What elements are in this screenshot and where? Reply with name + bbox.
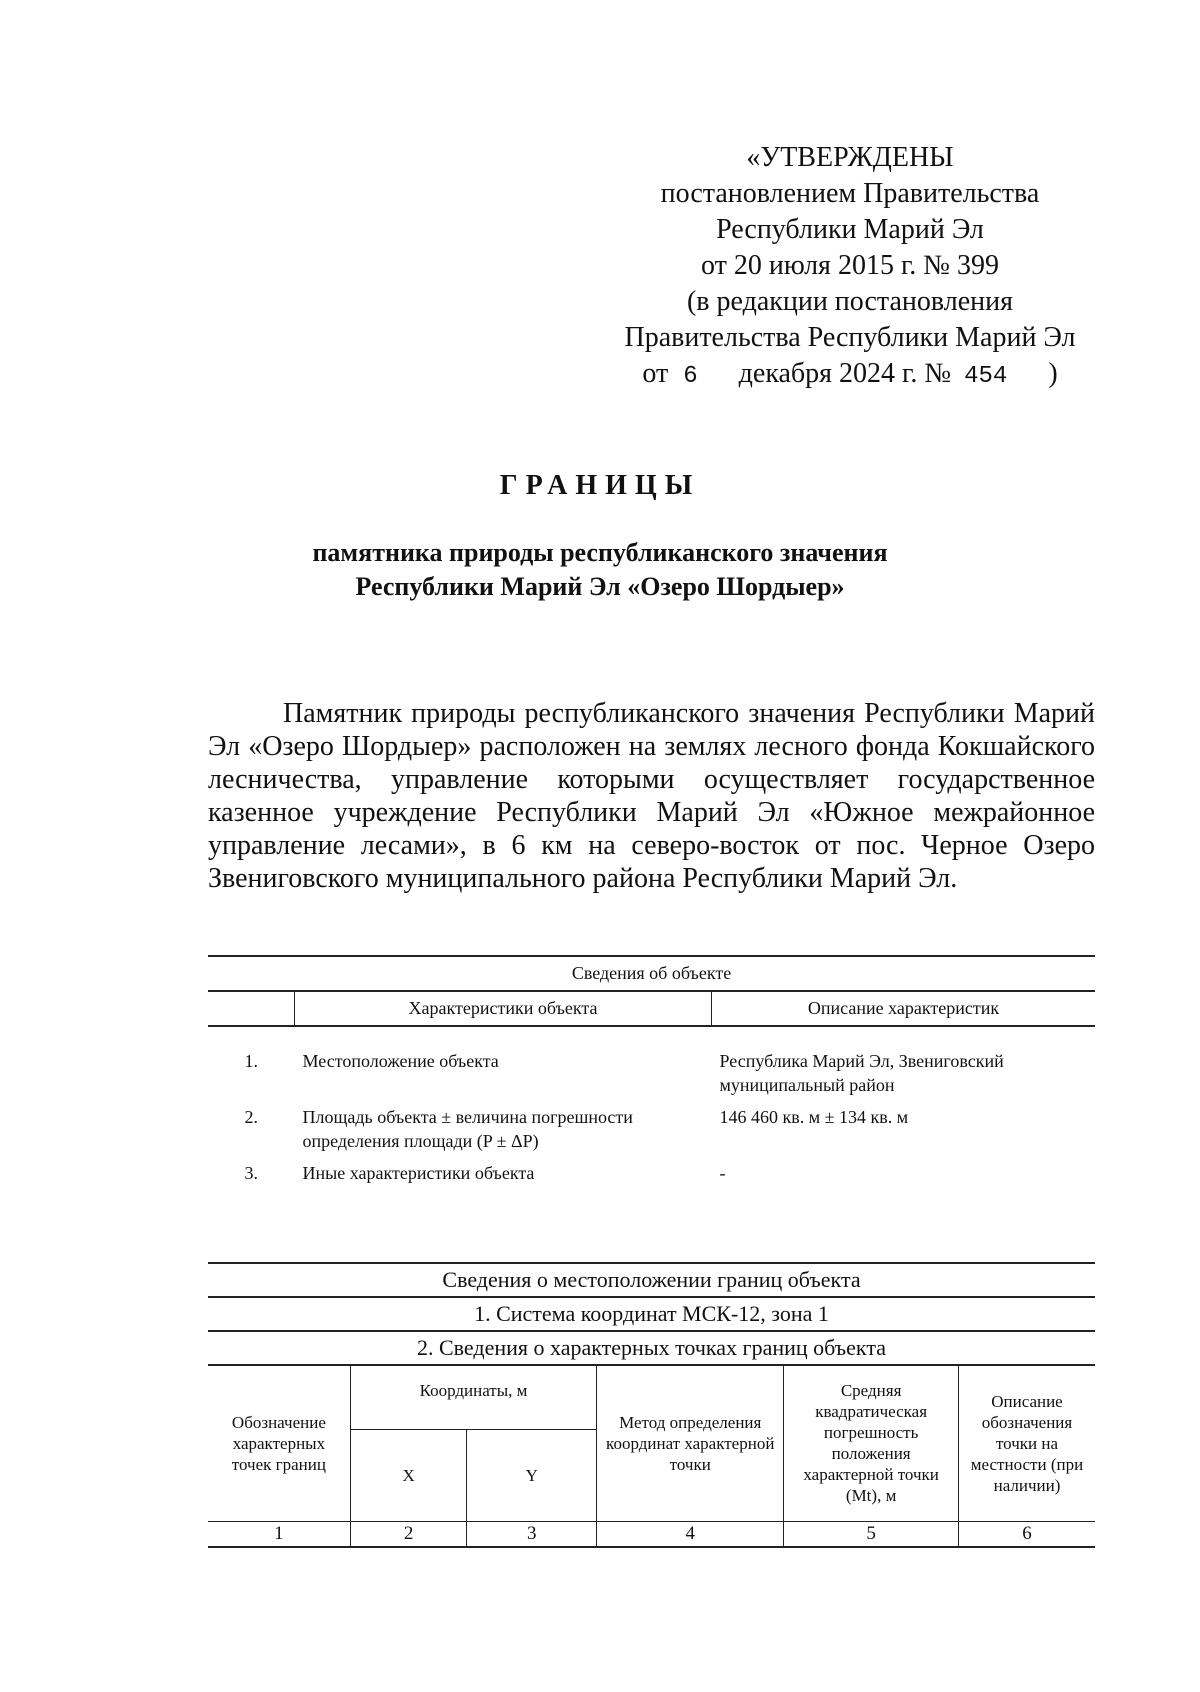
boundary-table-caption: Сведения о местоположении границ объекта xyxy=(208,1263,1095,1297)
row-name: Площадь объекта ± величина погрешности определения площади (P ± ΔP) xyxy=(302,1107,633,1151)
row-name: Иные характеристики объекта xyxy=(302,1163,535,1183)
row-number: 3. xyxy=(244,1163,258,1183)
points-column-header: Обозначение характерных точек границ xyxy=(208,1365,350,1521)
approval-line: «УТВЕРЖДЕНЫ xyxy=(746,142,954,173)
approval-date-prefix: от xyxy=(642,358,669,389)
column-number: 6 xyxy=(958,1521,1095,1547)
table-row xyxy=(208,1157,1095,1189)
approval-number: 454 xyxy=(964,363,1008,390)
approval-line: Республики Марий Эл xyxy=(716,214,984,245)
document-title: ГРАНИЦЫ xyxy=(499,470,701,501)
subtitle-line: Республики Марий Эл «Озеро Шордыер» xyxy=(355,572,845,601)
column-number: 5 xyxy=(784,1521,959,1547)
object-table-description-header: Описание характеристик xyxy=(712,991,1096,1026)
row-value: - xyxy=(719,1163,726,1183)
column-number: 4 xyxy=(597,1521,784,1547)
approval-line: от 20 июля 2015 г. № 399 xyxy=(701,250,999,281)
description-column-header: Описание обозначения точки на местности (при наличии) xyxy=(958,1365,1095,1521)
row-number: 1. xyxy=(244,1051,258,1071)
approval-line: (в редакции постановления xyxy=(686,286,1014,317)
row-value: 146 460 кв. м ± 134 кв. м xyxy=(719,1107,909,1127)
approval-date-day: 6 xyxy=(683,363,698,390)
row-number: 2. xyxy=(244,1107,258,1127)
document-subtitle xyxy=(0,536,1200,604)
object-info-table xyxy=(208,955,1095,1189)
table-row xyxy=(208,1026,1095,1101)
column-number: 2 xyxy=(350,1521,467,1547)
y-column-header: Y xyxy=(467,1429,597,1521)
approval-date-suffix: ) xyxy=(1048,358,1058,389)
subtitle-line: памятника природы республиканского значения xyxy=(312,538,888,567)
approval-block xyxy=(600,140,1100,395)
coordinates-column-header: Координаты, м xyxy=(350,1365,596,1429)
error-column-header: Средняя квадратическая погрешность положения характерной точки (Mt), м xyxy=(784,1365,959,1521)
approval-line: постановлением Правительства xyxy=(660,178,1040,209)
approval-line: Правительства Республики Марий Эл xyxy=(624,322,1076,353)
object-table-num-header xyxy=(208,991,295,1026)
method-column-header: Метод определения координат характерной точки xyxy=(597,1365,784,1521)
table-row xyxy=(208,1101,1095,1157)
row-name: Местоположение объекта xyxy=(302,1051,499,1071)
object-table-characteristics-header: Характеристики объекта xyxy=(295,991,712,1026)
points-info-row: 2. Сведения о характерных точках границ объекта xyxy=(208,1331,1095,1365)
column-number: 1 xyxy=(208,1521,350,1547)
boundary-table xyxy=(208,1262,1095,1548)
row-value: Республика Марий Эл, Звениговский муниципальный район xyxy=(719,1051,1004,1095)
column-number: 3 xyxy=(467,1521,597,1547)
object-table-caption: Сведения об объекте xyxy=(571,963,732,983)
column-number-row xyxy=(208,1521,1095,1547)
approval-date-month-year: декабря 2024 г. № xyxy=(738,358,952,389)
description-paragraph: Памятник природы республиканского значения Республики Марий Эл «Озеро Шордыер» расположен на землях лесного фонда Кокшайского лесничества, управление которыми осуществляет государственное казенное учреждение Республики Марий Эл «Южное межрайонное управление лесами», в 6 км на северо-восток от пос. Черное Озеро Звениговского муниципального района Республики Марий Эл. xyxy=(208,698,1095,894)
approval-date-line xyxy=(600,356,1100,395)
coordinate-system-row: 1. Система координат МСК-12, зона 1 xyxy=(208,1297,1095,1331)
x-column-header: X xyxy=(350,1429,467,1521)
